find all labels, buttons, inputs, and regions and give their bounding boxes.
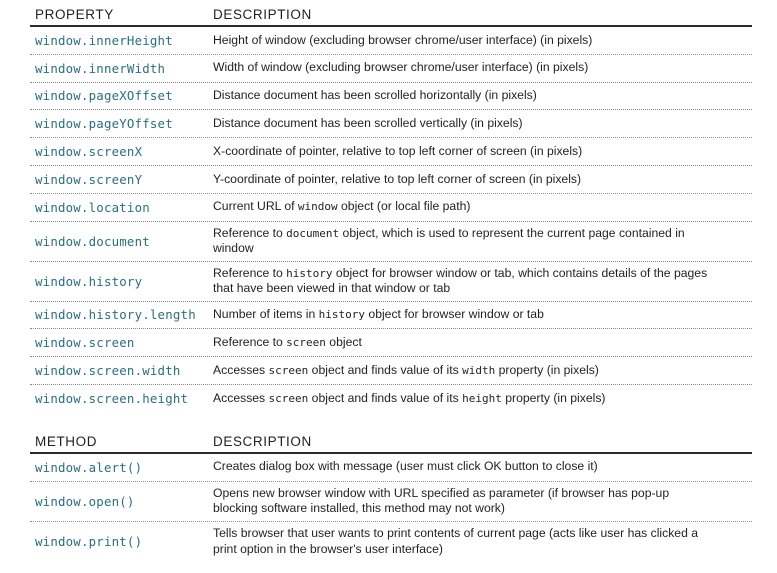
method-row [30, 454, 752, 482]
description-column-heading: DESCRIPTION [213, 433, 312, 449]
inline-code: history [318, 308, 366, 322]
description-text: object [325, 335, 362, 350]
property-column-heading: PROPERTY [35, 7, 114, 22]
member-name: window.history [35, 273, 143, 289]
property-row [30, 222, 752, 262]
inline-code: document [286, 226, 340, 240]
member-name: window.pageYOffset [35, 116, 173, 132]
description-text: Creates dialog box with message (user must click OK button to close it) [213, 459, 598, 474]
member-name: window.alert() [35, 459, 143, 475]
description-text: object for browser window or tab, which contains details of the pages that have been viewed in that window or tab [213, 265, 708, 296]
reference-page [30, 0, 752, 562]
property-row [30, 110, 752, 138]
description-text: Accesses [213, 391, 269, 406]
description-text: object for browser window or tab [365, 307, 544, 322]
inline-code: screen [286, 336, 326, 350]
member-description [213, 199, 752, 215]
member-description [213, 33, 752, 49]
member-description [213, 335, 752, 351]
description-text: property (in pixels) [501, 391, 606, 406]
inline-code: screen [268, 392, 309, 406]
inline-code: width [462, 363, 496, 377]
member-description [213, 172, 752, 188]
description-text: Number of items in [213, 307, 319, 322]
description-text: Y-coordinate of pointer, relative to top left corner of screen (in pixels) [213, 171, 582, 186]
property-row [30, 166, 752, 194]
description-text: Tells browser that user wants to print contents of current page (acts like user has clicked a print option in the browser's user interface) [213, 526, 699, 556]
method-rows [30, 454, 752, 562]
property-table-header [30, 3, 752, 27]
description-text: Reference to [213, 265, 287, 280]
member-name: window.history.length [35, 307, 196, 323]
method-row [30, 522, 752, 562]
property-table [30, 3, 752, 413]
member-name: window.document [35, 233, 150, 249]
description-text: object (or local file path) [337, 199, 471, 214]
inline-code: screen [268, 363, 309, 377]
member-description [213, 226, 752, 257]
description-column-heading: DESCRIPTION [213, 7, 312, 22]
description-text: object and finds value of its [308, 391, 463, 406]
property-rows [30, 27, 752, 413]
description-text: Opens new browser window with URL specified as parameter (if browser has pop-up blocking software installed, this method may not work) [213, 485, 670, 516]
member-description [213, 486, 752, 517]
method-table [30, 430, 752, 562]
description-text: Width of window (excluding browser chrome/user interface) (in pixels) [213, 60, 589, 75]
member-name: window.screenY [35, 171, 143, 187]
member-description [213, 526, 752, 557]
member-description [213, 60, 752, 76]
member-description [213, 459, 752, 475]
method-row [30, 482, 752, 522]
property-row [30, 83, 752, 111]
description-text: Reference to [213, 335, 287, 350]
inline-code: height [462, 392, 502, 406]
description-text: Accesses [213, 362, 269, 377]
method-column-heading: METHOD [35, 433, 98, 449]
description-text: Height of window (excluding browser chrome/user interface) (in pixels) [213, 32, 593, 47]
property-row [30, 27, 752, 55]
property-row [30, 262, 752, 302]
member-name: window.screen.height [35, 391, 189, 407]
member-name: window.innerWidth [35, 60, 166, 76]
property-row [30, 385, 752, 413]
property-row [30, 357, 752, 385]
property-row [30, 138, 752, 166]
property-row [30, 55, 752, 83]
member-name: window.screen [35, 335, 135, 351]
section-gap [30, 413, 752, 427]
description-text: Current URL of [213, 199, 298, 214]
inline-code: history [286, 266, 333, 280]
description-text: property (in pixels) [495, 362, 599, 377]
member-name: window.pageXOffset [35, 88, 173, 104]
member-description [213, 266, 752, 297]
description-text: object and finds value of its [308, 362, 463, 377]
inline-code: window [297, 200, 338, 214]
property-row [30, 194, 752, 222]
property-row [30, 329, 752, 357]
method-table-header [30, 430, 752, 454]
member-name: window.innerHeight [35, 32, 173, 48]
member-description [213, 144, 752, 160]
description-text: Reference to [213, 225, 287, 240]
member-name: window.location [35, 199, 150, 215]
description-text: Distance document has been scrolled vertically (in pixels) [213, 116, 523, 131]
member-name: window.screen.width [35, 363, 181, 379]
member-description [213, 307, 752, 323]
description-text: X-coordinate of pointer, relative to top left corner of screen (in pixels) [213, 143, 583, 158]
description-text: object, which is used to represent the current page contained in window [213, 225, 685, 256]
member-name: window.print() [35, 534, 143, 550]
member-description [213, 391, 752, 407]
member-name: window.open() [35, 493, 135, 509]
member-name: window.screenX [35, 144, 143, 160]
member-description [213, 116, 752, 132]
description-text: Distance document has been scrolled horizontally (in pixels) [213, 88, 537, 103]
member-description [213, 363, 752, 379]
member-description [213, 88, 752, 104]
property-row [30, 302, 752, 330]
